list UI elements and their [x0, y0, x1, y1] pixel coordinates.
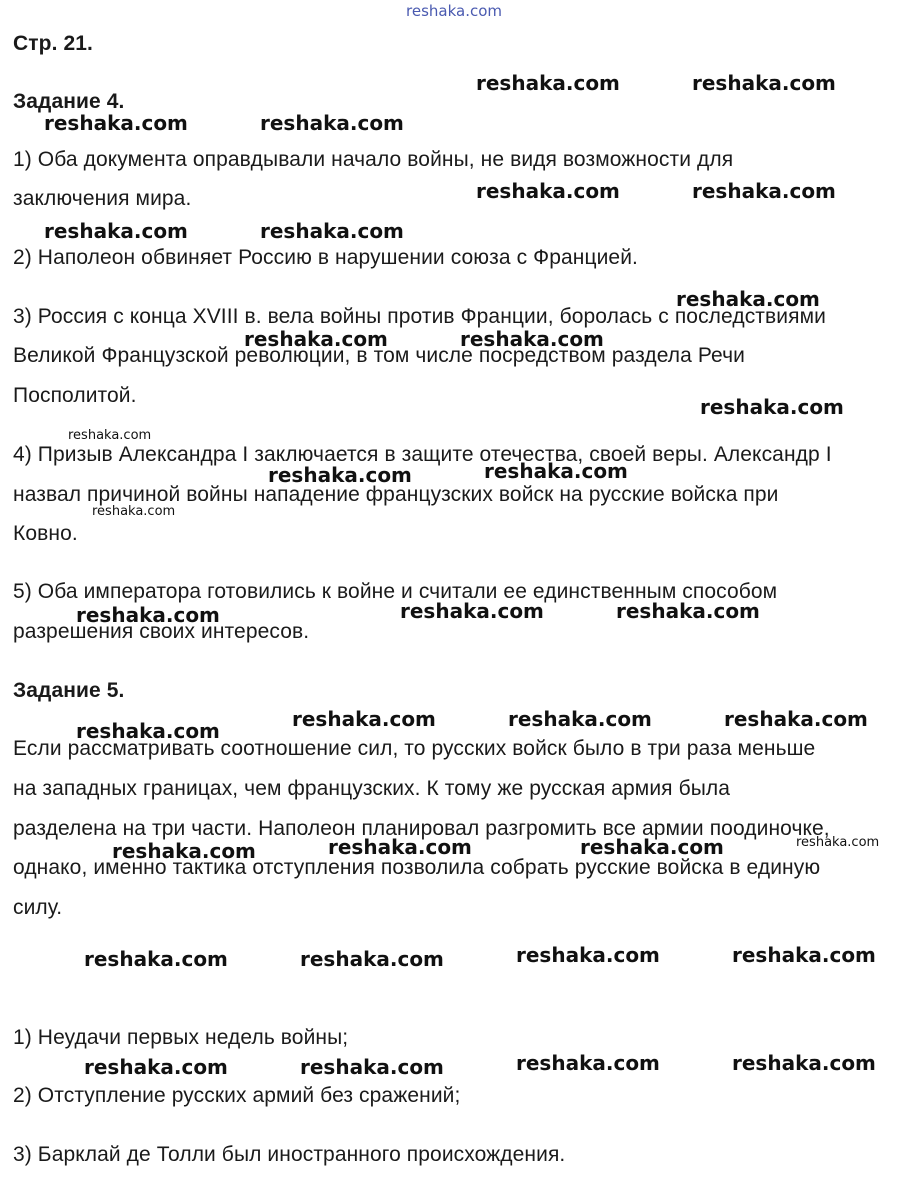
watermark: reshaka.com — [460, 327, 604, 351]
task-4-line: Посполитой. — [13, 384, 137, 407]
page-number: Стр. 21. — [13, 32, 93, 55]
site-watermark-top: reshaka.com — [406, 2, 502, 20]
task-5-list-item: 3) Барклай де Толли был иностранного происхождения. — [13, 1143, 566, 1166]
watermark: reshaka.com — [732, 1051, 876, 1075]
task-5-line: силу. — [13, 896, 63, 919]
watermark: reshaka.com — [692, 71, 836, 95]
watermark: reshaka.com — [692, 179, 836, 203]
task-4-line: 5) Оба императора готовились к войне и считали ее единственным способом — [13, 580, 778, 603]
watermark: reshaka.com — [516, 943, 660, 967]
watermark: reshaka.com — [44, 219, 188, 243]
task-4-line: 2) Наполеон обвиняет Россию в нарушении союза с Францией. — [13, 246, 638, 269]
watermark: reshaka.com — [300, 1055, 444, 1079]
task-5-title: Задание 5. — [13, 679, 125, 702]
watermark: reshaka.com — [84, 947, 228, 971]
watermark: reshaka.com — [700, 395, 844, 419]
task-4-line: 3) Россия с конца XVIII в. вела войны против Франции, боролась с последствиями — [13, 305, 826, 328]
watermark: reshaka.com — [476, 71, 620, 95]
task-4-line: назвал причиной войны нападение французских войск на русские войска при — [13, 483, 779, 506]
task-4-title: Задание 4. — [13, 90, 125, 113]
watermark: reshaka.com — [76, 603, 220, 627]
watermark: reshaka.com — [580, 835, 724, 859]
task-4-line: Ковно. — [13, 522, 78, 545]
watermark: reshaka.com — [84, 1055, 228, 1079]
task-5-line: на западных границах, чем французских. К тому же русская армия была — [13, 777, 731, 800]
task-4-line: 1) Оба документа оправдывали начало войны, не видя возможности для — [13, 148, 734, 171]
watermark: reshaka.com — [616, 599, 760, 623]
watermark: reshaka.com — [244, 327, 388, 351]
watermark: reshaka.com — [260, 219, 404, 243]
task-5-list-item: 1) Неудачи первых недель войны; — [13, 1026, 349, 1049]
watermark: reshaka.com — [732, 943, 876, 967]
watermark: reshaka.com — [724, 707, 868, 731]
task-5-line: Если рассматривать соотношение сил, то русских войск было в три раза меньше — [13, 737, 816, 760]
watermark: reshaka.com — [484, 459, 628, 483]
watermark: reshaka.com — [516, 1051, 660, 1075]
watermark: reshaka.com — [508, 707, 652, 731]
watermark-small: reshaka.com — [92, 504, 176, 519]
task-5-line: однако, именно тактика отступления позволила собрать русские войска в единую — [13, 856, 821, 879]
task-4-line: Великой Французской революции, в том числе посредством раздела Речи — [13, 344, 745, 367]
watermark: reshaka.com — [300, 947, 444, 971]
task-4-line: заключения мира. — [13, 187, 192, 210]
watermark: reshaka.com — [260, 111, 404, 135]
watermark: reshaka.com — [44, 111, 188, 135]
task-5-line: разделена на три части. Наполеон планировал разгромить все армии поодиночке, — [13, 817, 830, 840]
watermark: reshaka.com — [268, 463, 412, 487]
watermark: reshaka.com — [292, 707, 436, 731]
task-4-line: 4) Призыв Александра I заключается в защите отечества, своей веры. Александр I — [13, 443, 832, 466]
watermark: reshaka.com — [676, 287, 820, 311]
watermark: reshaka.com — [400, 599, 544, 623]
watermark: reshaka.com — [328, 835, 472, 859]
watermark: reshaka.com — [476, 179, 620, 203]
watermark-small: reshaka.com — [68, 428, 152, 443]
watermark-small: reshaka.com — [796, 835, 880, 850]
task-4-line: разрешения своих интересов. — [13, 620, 310, 643]
watermark: reshaka.com — [76, 719, 220, 743]
task-5-list-item: 2) Отступление русских армий без сражений; — [13, 1084, 461, 1107]
watermark: reshaka.com — [112, 839, 256, 863]
